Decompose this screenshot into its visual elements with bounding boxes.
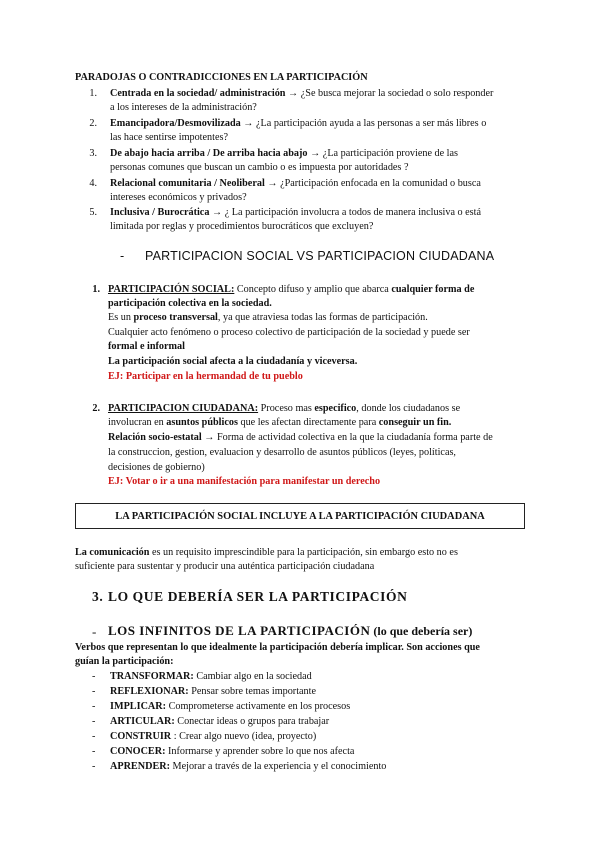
ciudadana-line-bold: conseguir un fin. <box>378 417 452 428</box>
comunicacion-text-cont: suficiente para sustentar y producir una auténtica participación ciudadana <box>75 561 375 572</box>
social-formal: formal e informal <box>108 341 185 352</box>
comunicacion-term: La comunicación <box>75 547 150 558</box>
arrow-symbol: → <box>209 207 225 218</box>
social-label: PARTICIPACIÓN SOCIAL: <box>108 284 235 295</box>
section-3-number: 3. <box>92 589 104 604</box>
list-number: 3. <box>89 148 97 159</box>
verb-term: APRENDER: <box>110 761 170 772</box>
verb-desc: Informarse y aprender sobre lo que nos afecta <box>165 746 355 757</box>
verb-term: TRANSFORMAR: <box>110 671 194 682</box>
list-number: 5. <box>89 207 97 218</box>
bullet-dash: - <box>92 746 96 757</box>
comunicacion-text: es un requisito imprescindible para la participación, sin embargo esto no es <box>149 547 458 558</box>
social-line-end: , ya que atraviesa todas las formas de participación. <box>217 312 428 323</box>
bullet-dash: - <box>92 671 96 682</box>
item-question: ¿Participación enfocada en la comunidad o busca <box>280 178 481 189</box>
section-vs-title: PARTICIPACION SOCIAL VS PARTICIPACION CIUDADANA <box>145 249 495 263</box>
list-number: 2. <box>92 403 100 414</box>
list-number: 4. <box>89 178 97 189</box>
item-question-cont: intereses económicos y privados? <box>110 192 247 203</box>
boxed-statement: LA PARTICIPACIÓN SOCIAL INCLUYE A LA PARTICIPACIÓN CIUDADANA <box>75 503 525 529</box>
list-number: 2. <box>89 118 97 129</box>
ciudadana-line: involucran en <box>108 417 167 428</box>
item-question: ¿La participación proviene de las <box>322 148 459 159</box>
paradojas-title: PARADOJAS O CONTRADICCIONES EN LA PARTICIPACIÓN <box>75 72 368 83</box>
verb-term: ARTICULAR: <box>110 716 175 727</box>
social-effect: La participación social afecta a la ciudadanía y viceversa. <box>108 356 358 367</box>
verb-desc: Mejorar a través de la experiencia y el conocimiento <box>170 761 387 772</box>
arrow-symbol: → <box>264 178 281 189</box>
item-question: ¿ La participación involucra a todos de manera inclusiva o está <box>224 207 482 218</box>
arrow-symbol: → <box>285 88 301 99</box>
item-question-cont: a los intereses de la administración? <box>110 102 257 113</box>
item-heading: Emancipadora/Desmovilizada <box>110 118 241 129</box>
bullet-dash: - <box>92 761 96 772</box>
infinitos-dash: - <box>92 624 97 639</box>
list-number: 1. <box>92 284 100 295</box>
social-line: Cualquier acto fenómeno o proceso colectivo de participación de la sociedad y puede ser <box>108 327 470 338</box>
verb-term: REFLEXIONAR: <box>110 686 189 697</box>
social-line: Es un <box>108 312 134 323</box>
bullet-dash: - <box>92 716 96 727</box>
item-question: ¿Se busca mejorar la sociedad o solo responder <box>300 88 494 99</box>
section-3-title: LO QUE DEBERÍA SER LA PARTICIPACIÓN <box>108 589 408 604</box>
infinitos-intro: Verbos que representan lo que idealmente la participación debería implicar. Son acciones que <box>75 642 480 653</box>
item-question-cont: limitada por reglas y procedimientos burocráticos que excluyen? <box>110 221 374 232</box>
infinitos-intro-cont: guían la participación: <box>75 656 174 667</box>
ciudadana-def-end: , donde los ciudadanos se <box>356 403 461 414</box>
arrow-symbol: → <box>240 118 257 129</box>
item-heading: Inclusiva / Burocrática <box>110 207 210 218</box>
verb-term: CONOCER: <box>110 746 166 757</box>
bullet-dash: - <box>92 731 96 742</box>
arrow-symbol: → <box>307 148 323 159</box>
ciudadana-example: EJ: Votar o ir a una manifestación para manifestar un derecho <box>108 476 381 487</box>
verb-desc: Comprometerse activamente en los procesos <box>166 701 351 712</box>
ciudadana-relacion-desc: → Forma de actividad colectiva en la que la ciudadanía forma parte de <box>201 432 493 443</box>
bullet-dash: - <box>92 686 96 697</box>
social-example: EJ: Participar en la hermandad de tu pueblo <box>108 371 303 382</box>
ciudadana-def: Proceso mas <box>258 403 315 414</box>
verb-desc: Cambiar algo en la sociedad <box>193 671 312 682</box>
ciudadana-label: PARTICIPACION CIUDADANA: <box>108 403 259 414</box>
bullet-dash: - <box>92 701 96 712</box>
ciudadana-line-bold: asuntos públicos <box>166 417 238 428</box>
ciudadana-line: decisiones de gobierno) <box>108 462 205 473</box>
item-heading: De abajo hacia arriba / De arriba hacia abajo <box>110 148 308 159</box>
social-def-bold: cualquier forma de <box>391 284 475 295</box>
social-def: Concepto difuso y amplio que abarca <box>234 284 392 295</box>
ciudadana-relacion: Relación socio-estatal <box>108 432 202 443</box>
verb-desc: Pensar sobre temas importante <box>188 686 316 697</box>
item-heading: Centrada en la sociedad/ administración <box>110 88 286 99</box>
infinitos-subtitle: (lo que debería ser) <box>370 624 473 638</box>
section-vs-dash: - <box>120 249 125 263</box>
infinitos-title: LOS INFINITOS DE LA PARTICIPACIÓN <box>108 623 371 638</box>
social-def-cont: participación colectiva en la sociedad. <box>108 298 272 309</box>
item-question-cont: las hace sentirse impotentes? <box>110 132 228 143</box>
verb-desc: Conectar ideas o grupos para trabajar <box>174 716 330 727</box>
ciudadana-def-bold: especifico <box>314 403 357 414</box>
verb-desc: : Crear algo nuevo (idea, proyecto) <box>171 731 317 742</box>
item-question: ¿La participación ayuda a las personas a ser más libres o <box>256 118 487 129</box>
verb-term: IMPLICAR: <box>110 701 167 712</box>
verb-term: CONSTRUIR <box>110 731 172 742</box>
item-heading: Relacional comunitaria / Neoliberal <box>110 178 265 189</box>
list-number: 1. <box>89 88 97 99</box>
item-question-cont: personas comunes que buscan un cambio o es impuesta por autoridades ? <box>110 162 409 173</box>
ciudadana-line: la construccion, gestion, evaluacion y desarrollo de asuntos públicos (leyes, políticas, <box>108 447 456 458</box>
ciudadana-line-mid: que les afectan directamente para <box>237 417 379 428</box>
social-line-bold: proceso transversal <box>133 312 218 323</box>
